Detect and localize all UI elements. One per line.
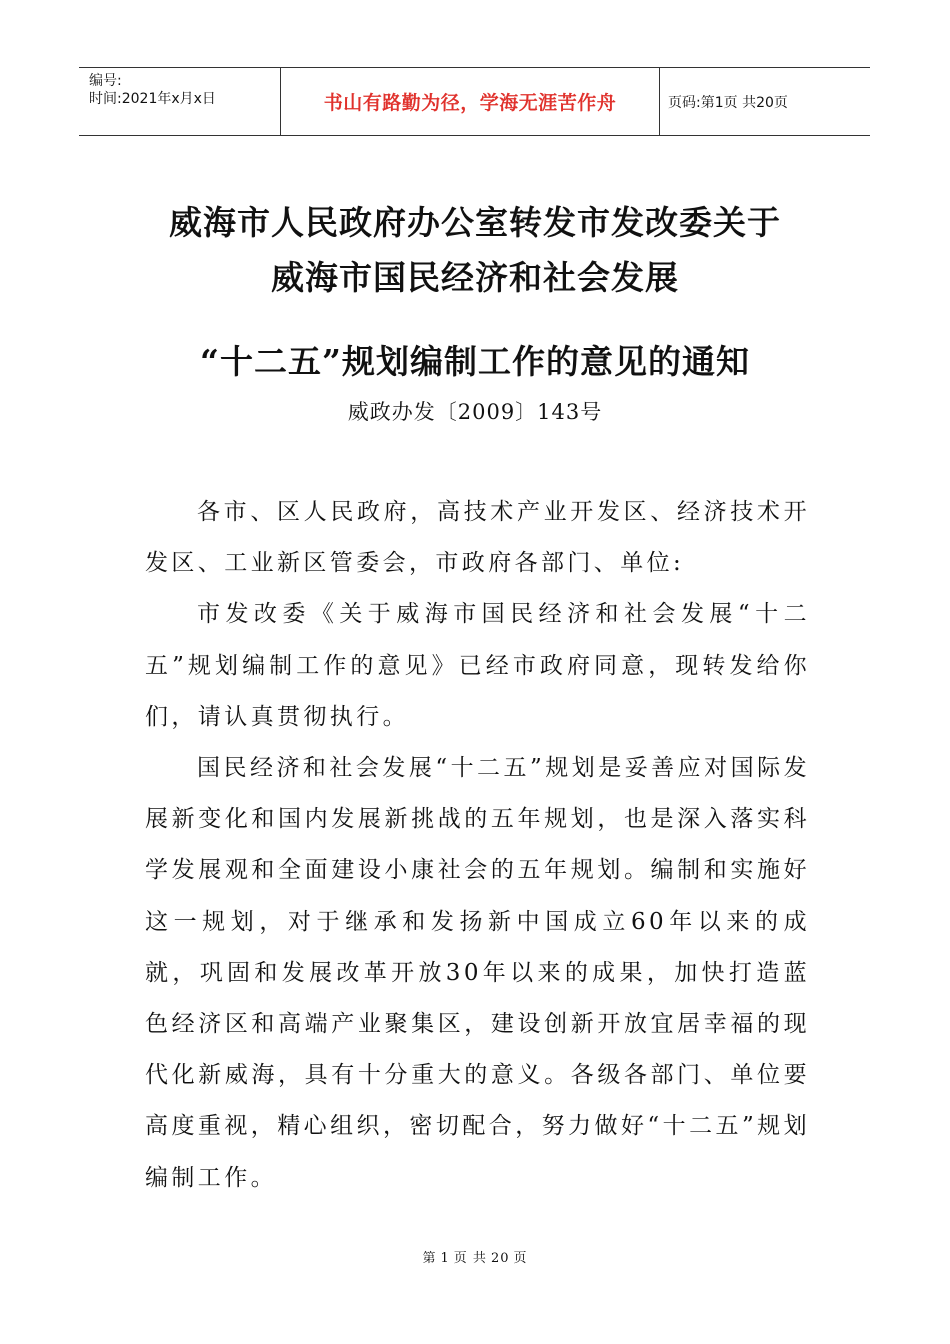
footer-page-prefix: 第 bbox=[422, 1251, 437, 1266]
document-reference-number: 威政办发〔2009〕143号 bbox=[347, 400, 603, 424]
document-number-label: 编号: bbox=[89, 73, 122, 89]
document-title-line-1: 威海市人民政府办公室转发市发改委关于 bbox=[169, 203, 781, 242]
page-footer bbox=[0, 1247, 950, 1266]
salutation-paragraph: 各市、区人民政府，高技术产业开发区、经济技术开发区、工业新区管委会，市政府各部门、单位: bbox=[145, 499, 810, 577]
header-motto-cell bbox=[281, 68, 660, 135]
header-motto: 书山有路勤为径，学海无涯苦作舟 bbox=[323, 92, 617, 114]
document-title-line-2: 威海市国民经济和社会发展 bbox=[271, 258, 679, 297]
document-time-label: 时间:2021年x月x日 bbox=[89, 91, 216, 107]
body-paragraph-2: 国民经济和社会发展“十二五”规划是妥善应对国际发展新变化和国内发展新挑战的五年规划，也是深入落实科学发展观和全面建设小康社会的五年规划。编制和实施好这一规划，对于继承和发扬新中国成立60年以来的成就，巩固和发展改革开放30年以来的成果，加快打造蓝色经济区和高端产业聚集区，建设创新开放宜居幸福的现代化新威海，具有十分重大的意义。各级各部门、单位要高度重视，精心组织，密切配合，努力做好“十二五”规划编制工作。 bbox=[145, 755, 810, 1191]
header-meta-cell bbox=[79, 68, 281, 135]
header-table bbox=[79, 67, 870, 136]
footer-page-number: 1 bbox=[440, 1251, 450, 1266]
footer-page-suffix: 页 bbox=[513, 1251, 528, 1266]
body-paragraph-1: 市发改委《关于威海市国民经济和社会发展“十二五”规划编制工作的意见》已经市政府同意，现转发给你们，请认真贯彻执行。 bbox=[145, 601, 810, 730]
header-page-cell bbox=[660, 68, 870, 135]
document-body bbox=[145, 487, 810, 1204]
footer-total-pages: 20 bbox=[490, 1251, 510, 1266]
header-page-info: 页码:第1页 共20页 bbox=[668, 94, 788, 111]
document-title-line-3: “十二五”规划编制工作的意见的通知 bbox=[200, 342, 750, 381]
footer-page-mid: 页 共 bbox=[453, 1251, 487, 1266]
